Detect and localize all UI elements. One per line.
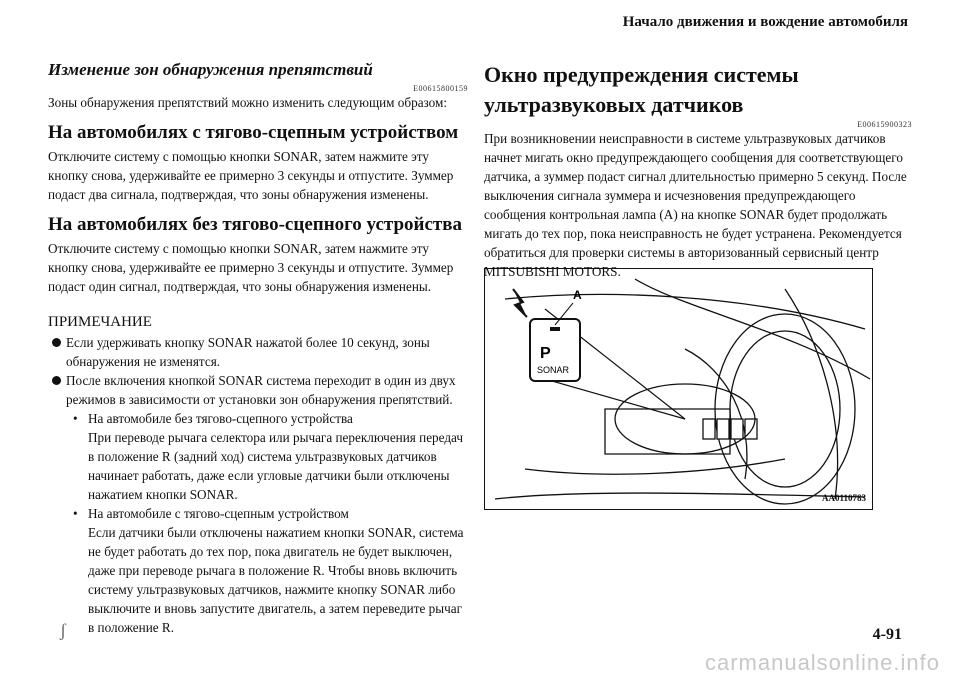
dashboard-drawing [485, 269, 871, 508]
no-towing-heading: На автомобилях без тягово-сцепного устройства [48, 214, 463, 235]
dashboard-illustration [484, 268, 873, 510]
bullet-dot-icon [52, 376, 61, 385]
chapter-header: Начало движения и вождение автомобиля [622, 14, 908, 30]
towing-heading: На автомобилях с тягово-сцепным устройством [48, 122, 459, 143]
figure-code: AA0110783 [821, 493, 866, 503]
right-column [484, 60, 912, 281]
left-column [48, 60, 468, 637]
page-number: 4-91 [872, 626, 902, 643]
margin-mark: ʃ [60, 620, 66, 640]
note-sub-item [48, 504, 468, 637]
sub-bullet-icon: • [73, 506, 78, 521]
sub-item-lead: На автомобиле с тягово-сцепным устройством [88, 506, 349, 521]
section-code: E00615800159 [413, 84, 468, 93]
note-bullet: Если удерживать кнопку SONAR нажатой более 10 секунд, зоны обнаружения не изменятся. [48, 333, 468, 371]
note-bullet: После включения кнопкой SONAR система переходит в один из двух режимов в зависимости от установки зон обнаружения препятствий. [48, 371, 468, 409]
no-towing-text: Отключите систему с помощью кнопки SONAR, затем нажмите эту кнопку снова, удерживайте ее примерно 3 секунды и отпустите. Зуммер подаст один сигнал, подтверждая, что зоны обнаружения изменены. [48, 241, 454, 294]
intro-text: Зоны обнаружения препятствий можно изменить следующим образом: [48, 95, 448, 110]
note-sub-item [48, 409, 468, 504]
sub-item-text: При переводе рычага селектора или рычага переключения передач в положение R (задний ход) система ультразвуковых датчиков начинает работать, даже если угловые датчики были отключены нажатием кнопки SONAR. [88, 430, 463, 502]
sub-item-lead: На автомобиле без тягово-сцепного устройства [88, 411, 353, 426]
sub-bullet-icon: • [73, 411, 78, 426]
bullet-dot-icon [52, 338, 61, 347]
section-title-detection-zones: Изменение зон обнаружения препятствий [48, 60, 373, 79]
section-code: E00615900323 [857, 120, 912, 129]
warning-text: При возникновении неисправности в системе ультразвуковых датчиков начнет мигать окно предупреждающего сообщения для соответствующего датчика, а зуммер подаст сигнал длительностью примерно 5 секунд. После выключения сигнала зуммера и исчезновения предупреждающего сообщения контрольная лампа (A) на кнопке SONAR будет продолжать мигать до тех пор, пока неисправность не будет устранена. Рекомендуется обратиться для проверки системы в авторизованный сервисный центр MITSUBISHI MOTORS. [484, 131, 907, 279]
towing-text: Отключите систему с помощью кнопки SONAR, затем нажмите эту кнопку снова, удерживайте ее примерно 3 секунды и отпустите. Зуммер подаст два сигнала, подтверждая, что зоны обнаружения изменены. [48, 149, 454, 202]
watermark: carmanualsonline.info [704, 650, 940, 675]
note-title: ПРИМЕЧАНИЕ [48, 314, 152, 330]
svg-text:SONAR: SONAR [537, 365, 570, 375]
section-title-warning-window: Окно предупреждения системы ультразвуковых датчиков [484, 62, 799, 117]
svg-text:P: P [540, 345, 551, 362]
sub-item-text: Если датчики были отключены нажатием кнопки SONAR, система не будет работать до тех пор, пока двигатель не будет выключен, даже при переводе рычага в положение R. Чтобы вновь включить систему ультразвуковых датчиков, нажмите кнопку SONAR либо выключите и вновь запустите двигатель, а затем переведите рычаг в положение R. [88, 525, 464, 635]
callout-a: A [573, 288, 582, 302]
